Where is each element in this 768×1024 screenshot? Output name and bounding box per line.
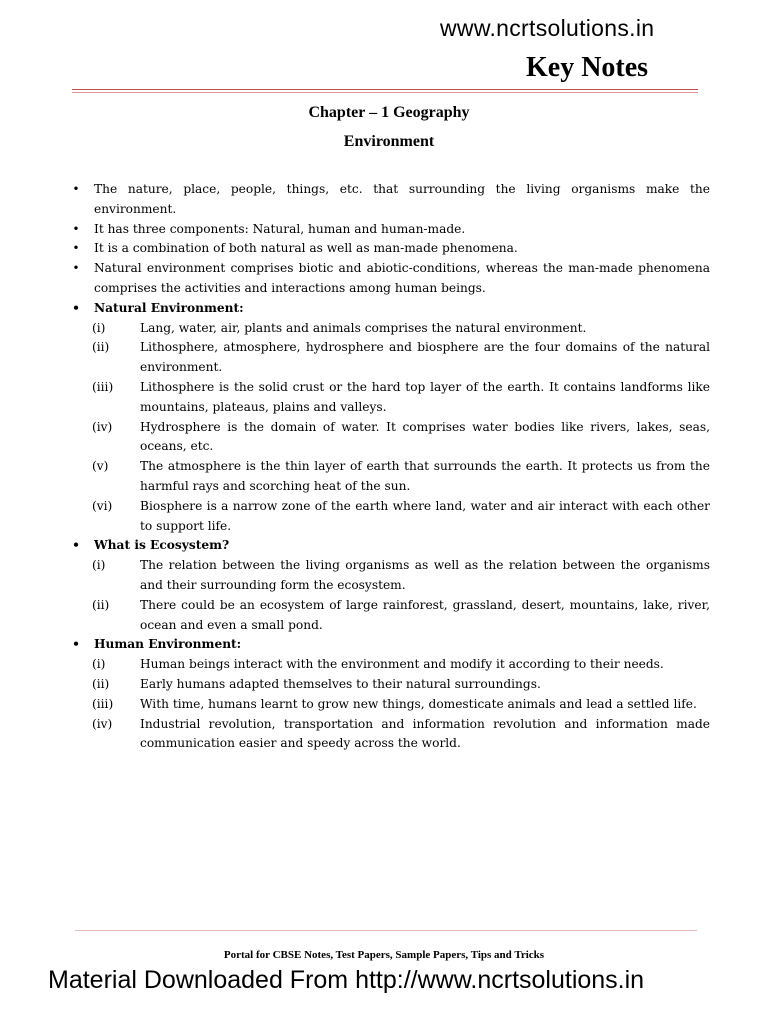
item-text: Biosphere is a narrow zone of the earth where land, water and air interact with each other to support life.	[140, 498, 710, 533]
natural-item	[70, 418, 710, 458]
bullet-item	[70, 180, 710, 220]
bullet-item	[70, 259, 710, 299]
footer-download-text: Material Downloaded From http://www.ncrtsolutions.in	[48, 966, 645, 994]
item-number: (i)	[92, 657, 106, 672]
item-text: Lithosphere, atmosphere, hydrosphere and biosphere are the four domains of the natural environment.	[140, 340, 710, 375]
item-number: (vi)	[92, 498, 113, 513]
heading-text: Human Environment:	[94, 637, 242, 652]
item-text: Early humans adapted themselves to their natural surroundings.	[140, 676, 541, 691]
human-item	[70, 675, 710, 695]
item-number: (ii)	[92, 676, 110, 691]
ecosystem-heading	[70, 536, 710, 556]
bullet-dot: •	[72, 182, 80, 196]
item-text: There could be an ecosystem of large rainforest, grassland, desert, mountains, lake, river, ocean and even a small pond.	[140, 597, 710, 632]
bullet-text: Natural environment comprises biotic and abiotic-conditions, whereas the man-made phenomena comprises the activities and interactions among human beings.	[94, 261, 710, 295]
bullet-dot: •	[72, 300, 80, 315]
bullet-text: It has three components: Natural, human and human-made.	[94, 221, 466, 236]
header-divider	[72, 89, 698, 90]
item-text: The atmosphere is the thin layer of earth that surrounds the earth. It protects us from the harmful rays and scorching heat of the sun.	[140, 459, 710, 493]
bullet-text: The nature, place, people, things, etc. that surrounding the living organisms make the environment.	[94, 182, 710, 216]
natural-item	[70, 497, 710, 537]
footer-portal-text: Portal for CBSE Notes, Test Papers, Sample Papers, Tips and Tricks	[223, 949, 545, 961]
header-divider-secondary	[72, 92, 698, 93]
bullet-item	[70, 239, 710, 259]
item-text: The relation between the living organisms as well as the relation between the organisms and their surrounding form the ecosystem.	[140, 558, 710, 592]
item-text: Hydrosphere is the domain of water. It comprises water bodies like rivers, lakes, seas, oceans, etc.	[140, 419, 710, 454]
item-number: (v)	[92, 459, 109, 474]
item-number: (i)	[92, 320, 106, 335]
bullet-text: It is a combination of both natural as well as man-made phenomena.	[94, 241, 518, 256]
item-number: (ii)	[92, 597, 110, 612]
site-url-header: www.ncrtsolutions.in	[440, 15, 655, 41]
item-text: Lang, water, air, plants and animals comprises the natural environment.	[140, 320, 587, 335]
natural-item	[70, 319, 710, 339]
human-environment-heading	[70, 635, 710, 655]
ecosystem-item	[70, 556, 710, 596]
heading-text: Natural Environment:	[94, 300, 244, 315]
natural-item	[70, 338, 710, 378]
heading-text: What is Ecosystem?	[94, 538, 230, 553]
item-text: With time, humans learnt to grow new things, domesticate animals and lead a settled life.	[140, 696, 697, 711]
bullet-dot: •	[72, 221, 80, 236]
natural-environment-heading	[70, 299, 710, 319]
natural-item	[70, 378, 710, 418]
bullet-dot: •	[72, 261, 80, 276]
human-item	[70, 715, 710, 755]
notes-content	[70, 180, 710, 754]
item-number: (i)	[92, 558, 106, 573]
section-title: Environment	[343, 133, 435, 150]
human-item	[70, 655, 710, 675]
item-text: Lithosphere is the solid crust or the hard top layer of the earth. It contains landforms like mountains, plateaus, plains and valleys.	[140, 379, 710, 414]
bullet-dot: •	[72, 637, 80, 652]
item-text: Industrial revolution, transportation and information revolution and information made communication easier and speedy across the world.	[140, 716, 710, 751]
item-text: Human beings interact with the environment and modify it according to their needs.	[140, 657, 664, 672]
item-number: (iv)	[92, 716, 113, 731]
bullet-dot: •	[72, 538, 80, 553]
natural-item	[70, 457, 710, 497]
ecosystem-item	[70, 596, 710, 636]
chapter-title: Chapter – 1 Geography	[308, 104, 470, 121]
item-number: (iii)	[92, 379, 114, 394]
bullet-dot: •	[72, 241, 80, 256]
bullet-item	[70, 220, 710, 240]
footer-divider	[75, 930, 697, 931]
item-number: (iii)	[92, 696, 114, 711]
item-number: (iv)	[92, 419, 113, 434]
key-notes-title: Key Notes	[526, 52, 649, 83]
human-item	[70, 695, 710, 715]
item-number: (ii)	[92, 340, 110, 355]
